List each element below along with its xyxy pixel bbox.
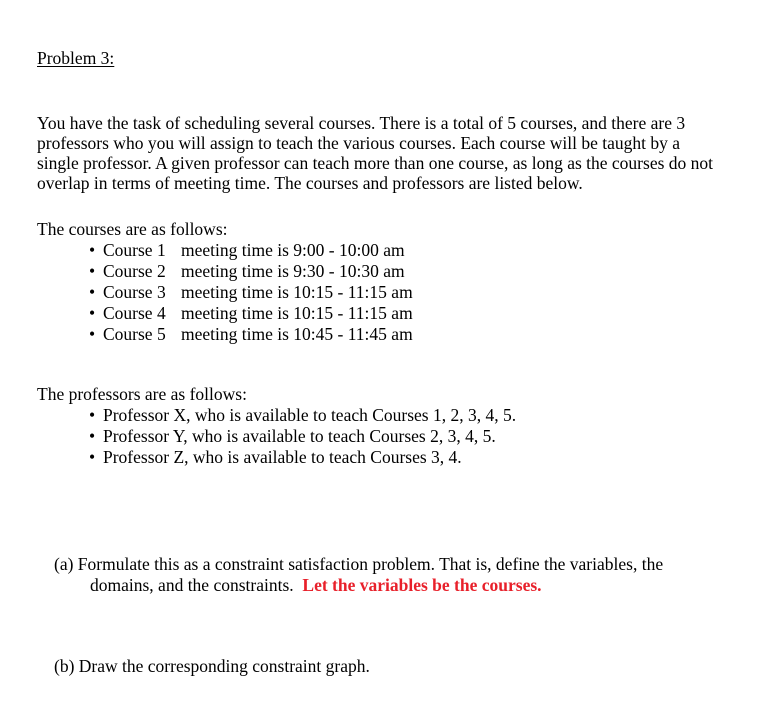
- course-item-4: [89, 303, 413, 324]
- bullet-icon: •: [89, 240, 96, 260]
- question-a-line2: [54, 575, 663, 596]
- bullet-icon: •: [89, 426, 96, 446]
- question-a-line1: (a) Formulate this as a constraint satisfaction problem. That is, define the variables, the: [54, 554, 664, 574]
- bullet-icon: •: [89, 447, 96, 467]
- course-time: meeting time is 9:30 - 10:30 am: [181, 261, 405, 281]
- course-time: meeting time is 9:00 - 10:00 am: [181, 240, 405, 260]
- professor-item-x: [89, 405, 516, 426]
- course-time: meeting time is 10:45 - 11:45 am: [181, 324, 413, 344]
- course-name: Course 1: [103, 240, 166, 260]
- bullet-icon: •: [89, 282, 96, 302]
- bullet-icon: •: [89, 324, 96, 344]
- course-name: Course 4: [103, 303, 166, 323]
- professor-text: Professor Z, who is available to teach Courses 3, 4.: [103, 447, 462, 467]
- course-name: Course 2: [103, 261, 166, 281]
- course-item-3: [89, 282, 413, 303]
- courses-heading: The courses are as follows:: [37, 219, 228, 239]
- course-item-2: [89, 261, 413, 282]
- question-b: (b) Draw the corresponding constraint graph.: [54, 656, 370, 676]
- question-a: [54, 554, 663, 596]
- professor-text: Professor X, who is available to teach Courses 1, 2, 3, 4, 5.: [103, 405, 517, 425]
- course-item-1: [89, 240, 413, 261]
- problem-title: Problem 3:: [37, 48, 115, 68]
- professor-item-z: [89, 447, 516, 468]
- courses-list: [89, 240, 413, 345]
- bullet-icon: •: [89, 303, 96, 323]
- professor-text: Professor Y, who is available to teach Courses 2, 3, 4, 5.: [103, 426, 496, 446]
- course-time: meeting time is 10:15 - 11:15 am: [181, 303, 413, 323]
- question-a-domains-text: domains, and the constraints.: [90, 575, 294, 595]
- course-time: meeting time is 10:15 - 11:15 am: [181, 282, 413, 302]
- bullet-icon: •: [89, 405, 96, 425]
- intro-line: overlap in terms of meeting time. The courses and professors are listed below.: [37, 173, 583, 193]
- professors-list: [89, 405, 516, 468]
- course-name: Course 5: [103, 324, 166, 344]
- intro-line: single professor. A given professor can teach more than one course, as long as the courses do not: [37, 153, 714, 173]
- course-name: Course 3: [103, 282, 166, 302]
- professor-item-y: [89, 426, 516, 447]
- bullet-icon: •: [89, 261, 96, 281]
- question-a-highlight: Let the variables be the courses.: [302, 575, 542, 595]
- intro-line: You have the task of scheduling several courses. There is a total of 5 courses, and there are 3: [37, 113, 686, 133]
- intro-line: professors who you will assign to teach the various courses. Each course will be taught by a: [37, 133, 680, 153]
- intro-paragraph: [37, 113, 713, 193]
- course-item-5: [89, 324, 413, 345]
- professors-heading: The professors are as follows:: [37, 384, 247, 404]
